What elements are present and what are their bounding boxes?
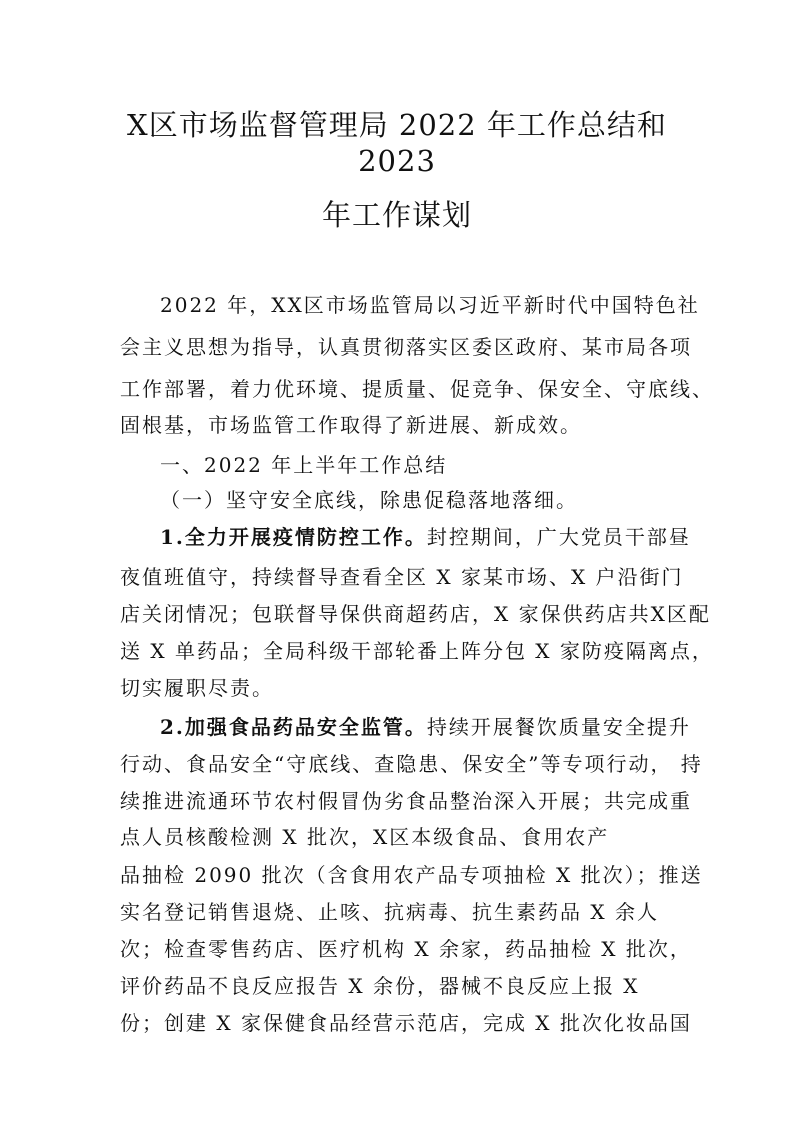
intro-line-1: 2022 年，XX区市场监管局以习近平新时代中国特色社 — [160, 293, 700, 317]
item-2-line-5: 品抽检 2090 批次（含食用农产品专项抽检 X 批次）；推送 — [120, 863, 703, 887]
intro-line-2: 会主义思想为指导，认真贯彻落实区委区政府、某市局各项 — [120, 335, 692, 359]
section-heading-1: 一、2022 年上半年工作总结 — [160, 453, 448, 477]
item-1-title: 1.全力开展疫情防控工作。 — [160, 525, 427, 549]
subsection-heading-1: （一）坚守安全底线，除患促稳落地落细。 — [160, 488, 578, 512]
item-2-first-line — [160, 714, 691, 740]
item-1-line-3: 店关闭情况；包联督导保供商超药店，X 家保供药店共X区配 — [120, 602, 711, 626]
item-1-line-4: 送 X 单药品；全局科级干部轮番上阵分包 X 家防疫隔离点， — [120, 639, 714, 663]
item-2-line-6: 实名登记销售退烧、止咳、抗病毒、抗生素药品 X 余人 — [120, 900, 659, 924]
intro-line-4: 固根基，市场监管工作取得了新进展、新成效。 — [120, 413, 582, 437]
item-1-line-5: 切实履职尽责。 — [120, 676, 274, 700]
document-title-line-1: X区市场监督管理局 2022 年工作总结和 — [127, 108, 667, 142]
item-1-first-line — [160, 524, 691, 550]
document-title-line-3: 年工作谋划 — [321, 198, 472, 232]
item-1-line-2: 夜值班值守，持续督导查看全区 X 家某市场、X 户沿街门 — [120, 565, 684, 589]
item-2-line-3: 续推进流通环节农村假冒伪劣食品整治深入开展；共完成重 — [120, 789, 692, 813]
item-1-text: 封控期间，广大党员干部昼 — [426, 525, 691, 549]
item-2-title: 2.加强食品药品安全监管。 — [160, 715, 427, 739]
document-title-line-2: 2023 — [358, 144, 436, 178]
item-2-line-7: 次；检查零售药店、医疗机构 X 余家，药品抽检 X 批次， — [120, 937, 692, 961]
item-2-line-9: 份；创建 X 家保健食品经营示范店，完成 X 批次化妆品国 — [120, 1011, 692, 1035]
item-2-line-2: 行动、食品安全“守底线、查隐患、保安全”等专项行动， 持 — [120, 752, 703, 776]
intro-line-3: 工作部署，着力优环境、提质量、促竞争、保安全、守底线、 — [120, 377, 714, 401]
item-2-line-4: 点人员核酸检测 X 批次，X区本级食品、食用农产 — [120, 825, 610, 849]
item-2-line-8: 评价药品不良反应报告 X 余份，器械不良反应上报 X — [120, 974, 640, 998]
item-2-text: 持续开展餐饮质量安全提升 — [426, 715, 691, 739]
